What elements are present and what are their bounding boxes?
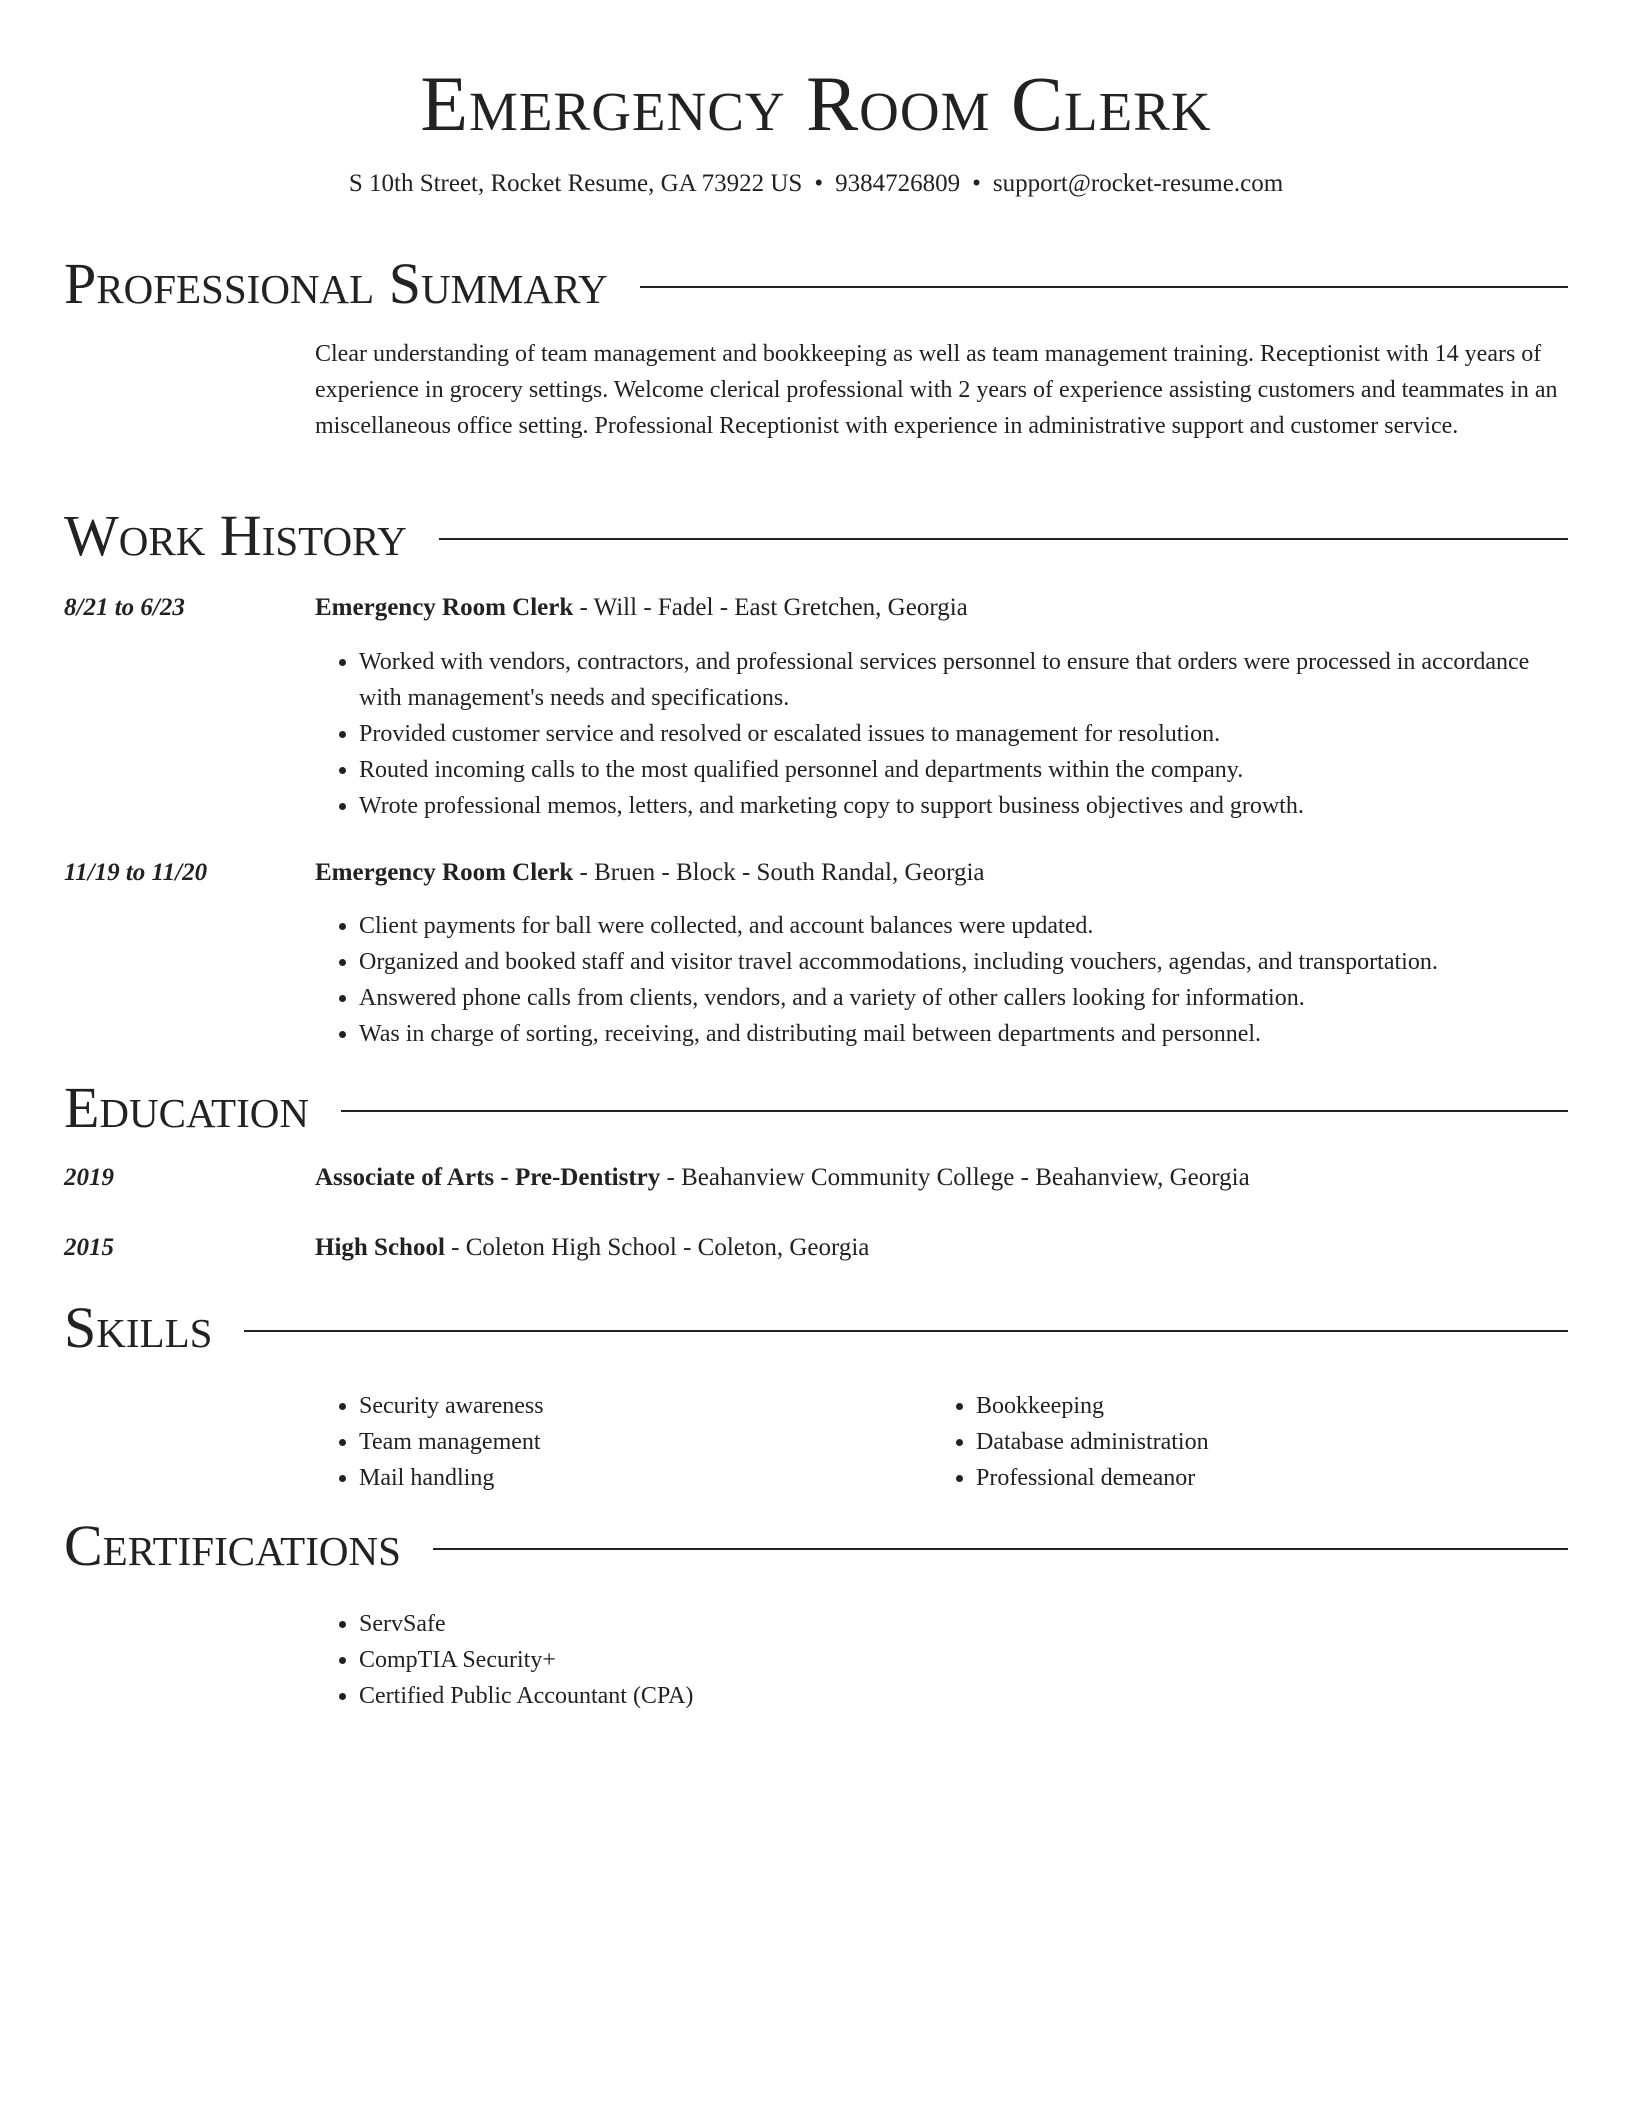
section-title-certifications: Certifications [64, 1513, 401, 1578]
certification-item: • Certified Public Accountant (CPA) [359, 1678, 1015, 1714]
resume-title: Emergency Room Clerk [420, 60, 1212, 147]
contact-separator: • [814, 170, 824, 197]
certification-item: • ServSafe [359, 1606, 1015, 1642]
skill-item: • Database administration [976, 1424, 1492, 1460]
contact-line [64, 168, 1568, 200]
section-title-work-history: Work History [64, 503, 407, 568]
education-entry [315, 1162, 1568, 1194]
education-details: - Coleton High School - Coleton, Georgia [444, 1234, 870, 1261]
job-title: Emergency Room Clerk [315, 594, 574, 621]
skill-item: • Security awareness [359, 1388, 875, 1424]
education-degree: Associate of Arts - Pre-Dentistry [315, 1164, 661, 1191]
section-heading-education [64, 1076, 1568, 1140]
job-duty: • Provided customer service and resolved or escalated issues to management for resolution. [359, 716, 1568, 752]
section-title-skills: Skills [64, 1295, 213, 1360]
job-duty: • Wrote professional memos, letters, and marketing copy to support business objectives and growth. [359, 788, 1568, 824]
contact-address: S 10th Street, Rocket Resume, GA 73922 US [348, 170, 803, 197]
skills-list-left [315, 1388, 875, 1496]
skill-item: • Bookkeeping [976, 1388, 1492, 1424]
skill-item: • Team management [359, 1424, 875, 1460]
section-divider [433, 1548, 1568, 1550]
education-entry [315, 1232, 1568, 1264]
job-details: - Bruen - Block - South Randal, Georgia [573, 859, 985, 886]
section-divider [244, 1330, 1568, 1332]
education-details: - Beahanview Community College - Beahanview, Georgia [660, 1164, 1250, 1191]
section-title-summary: Professional Summary [64, 251, 608, 316]
job-title: Emergency Room Clerk [315, 859, 574, 886]
job-duties-list [315, 908, 1568, 1052]
job-duties-list [315, 644, 1568, 824]
job-heading [315, 592, 1568, 624]
section-heading-certifications [64, 1514, 1568, 1578]
section-heading-skills [64, 1296, 1568, 1360]
certifications-list [315, 1606, 1015, 1714]
skill-item: • Mail handling [359, 1460, 875, 1496]
contact-email: support@rocket-resume.com [992, 170, 1284, 197]
education-year: 2019 [64, 1164, 114, 1191]
job-heading [315, 857, 1568, 889]
job-duty: • Client payments for ball were collected, and account balances were updated. [359, 908, 1568, 944]
job-duty: • Organized and booked staff and visitor travel accommodations, including vouchers, agendas, and transportation. [359, 944, 1568, 980]
section-heading-work-history [64, 504, 1568, 568]
skill-item: • Professional demeanor [976, 1460, 1492, 1496]
contact-separator: • [972, 170, 981, 197]
job-details: - Will - Fadel - East Gretchen, Georgia [573, 594, 968, 621]
skills-list-right [932, 1388, 1492, 1496]
job-duty: • Answered phone calls from clients, vendors, and a variety of other callers looking for information. [359, 980, 1568, 1016]
education-year: 2015 [64, 1234, 114, 1261]
job-duty: • Worked with vendors, contractors, and professional services personnel to ensure that orders were processed in accordance with management's needs and specifications. [359, 644, 1568, 716]
certification-item: • CompTIA Security+ [359, 1642, 1015, 1678]
section-title-education: Education [64, 1075, 309, 1140]
section-divider [439, 538, 1568, 540]
section-divider [640, 286, 1568, 288]
contact-phone: 9384726809 [835, 170, 961, 197]
job-duty: • Was in charge of sorting, receiving, and distributing mail between departments and personnel. [359, 1016, 1568, 1052]
summary-text: Clear understanding of team management and bookkeeping as well as team management training. Receptionist with 14 years of experience in grocery settings. Welcome clerical professional with 2 years of experience assisting customers and teammates in an miscellaneous office setting. Professional Receptionist with experience in administrative support and customer service. [315, 341, 1558, 439]
section-heading-summary [64, 252, 1568, 316]
section-divider [341, 1110, 1568, 1112]
job-dates: 8/21 to 6/23 [64, 594, 185, 621]
education-degree: High School [315, 1234, 445, 1261]
job-duty: • Routed incoming calls to the most qualified personnel and departments within the company. [359, 752, 1568, 788]
resume-page [64, 0, 1568, 1709]
job-dates: 11/19 to 11/20 [64, 859, 208, 886]
